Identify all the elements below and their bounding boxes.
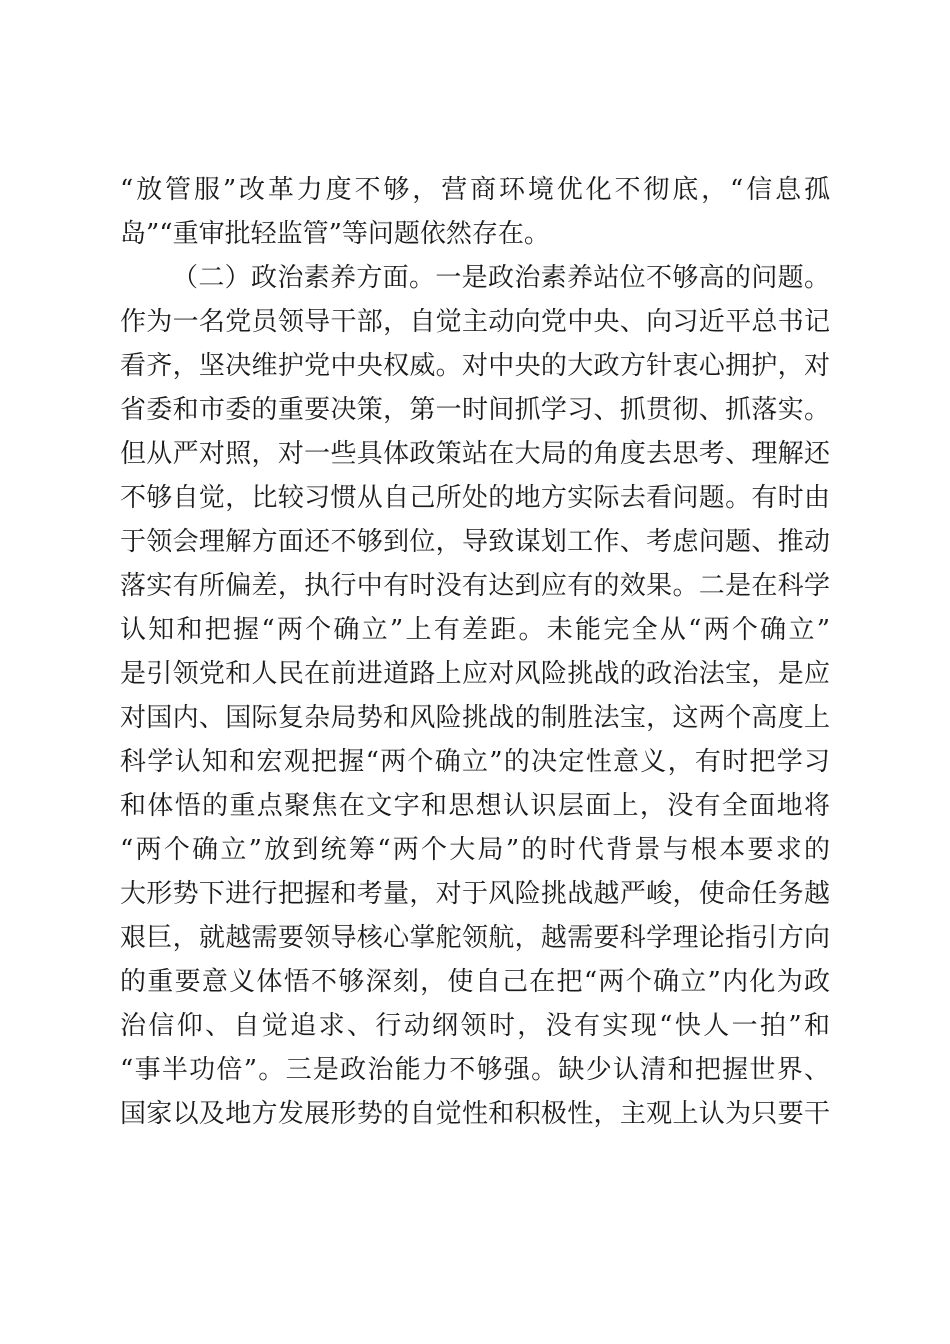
text-line-18: 艰巨，就越需要领导核心掌舵领航，越需要科学理论指引方向 <box>120 923 830 953</box>
text-line-11: 认知和把握“两个确立”上有差距。未能完全从“两个确立” <box>120 615 830 645</box>
text-line-12: 是引领党和人民在前进道路上应对风险挑战的政治法宝，是应 <box>120 659 830 689</box>
text-line-7: 但从严对照，对一些具体政策站在大局的角度去思考、理解还 <box>120 439 830 469</box>
text-line-9: 于领会理解方面还不够到位，导致谋划工作、考虑问题、推动 <box>120 527 830 557</box>
text-line-15: 和体悟的重点聚焦在文字和思想认识层面上，没有全面地将 <box>120 791 830 821</box>
text-line-2: 岛”“重审批轻监管”等问题依然存在。 <box>120 219 550 249</box>
text-line-10: 落实有所偏差，执行中有时没有达到应有的效果。二是在科学 <box>120 571 830 601</box>
text-line-1: “放管服”改革力度不够，营商环境优化不彻底，“信息孤 <box>120 175 830 205</box>
text-line-21: “事半功倍”。三是政治能力不够强。缺少认清和把握世界、 <box>120 1055 830 1085</box>
text-line-13: 对国内、国际复杂局势和风险挑战的制胜法宝，这两个高度上 <box>120 703 830 733</box>
text-line-22: 国家以及地方发展形势的自觉性和积极性，主观上认为只要干 <box>120 1099 830 1129</box>
text-line-14: 科学认知和宏观把握“两个确立”的决定性意义，有时把学习 <box>120 747 830 777</box>
text-line-4: 作为一名党员领导干部，自觉主动向党中央、向习近平总书记 <box>120 307 830 337</box>
text-line-19: 的重要意义体悟不够深刻，使自己在把“两个确立”内化为政 <box>120 967 830 997</box>
text-line-5: 看齐，坚决维护党中央权威。对中央的大政方针衷心拥护，对 <box>120 351 830 381</box>
body-text <box>120 168 830 1136</box>
text-line-8: 不够自觉，比较习惯从自己所处的地方实际去看问题。有时由 <box>120 483 830 513</box>
text-line-17: 大形势下进行把握和考量，对于风险挑战越严峻，使命任务越 <box>120 879 830 909</box>
text-line-16: “两个确立”放到统筹“两个大局”的时代背景与根本要求的 <box>120 835 830 865</box>
text-line-20: 治信仰、自觉追求、行动纲领时，没有实现“快人一拍”和 <box>120 1011 830 1041</box>
text-line-3: （二）政治素养方面。一是政治素养站位不够高的问题。 <box>172 263 830 293</box>
text-line-6: 省委和市委的重要决策，第一时间抓学习、抓贯彻、抓落实。 <box>120 395 830 425</box>
